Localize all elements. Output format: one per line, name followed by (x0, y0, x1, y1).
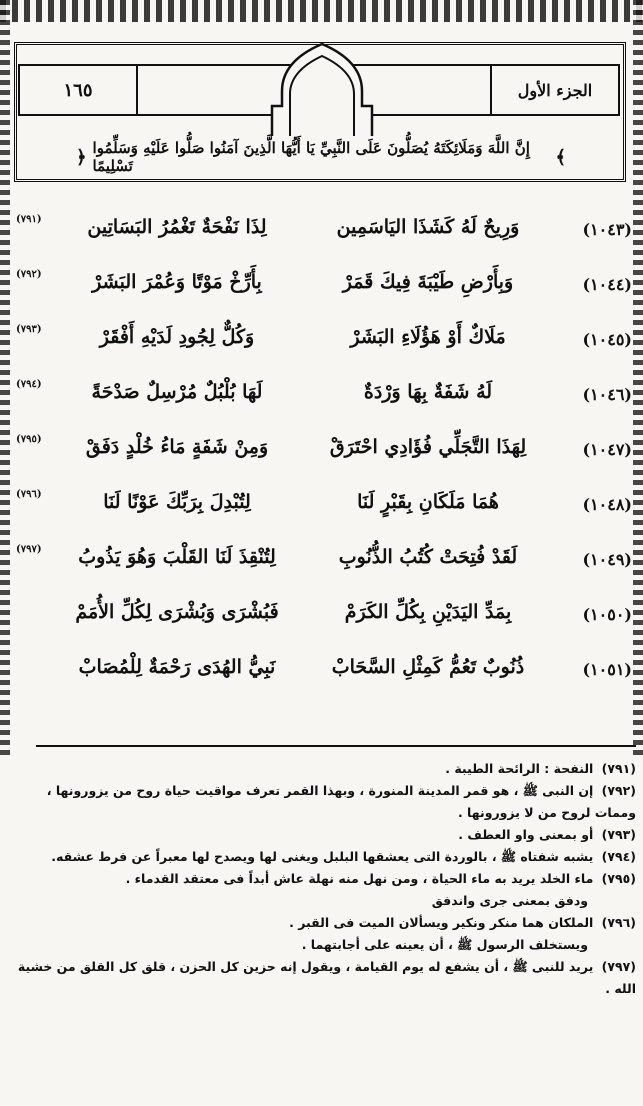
footnote (4, 868, 636, 912)
footnote-text: إن النبى ﷺ ، هو قمر المدينة المنورة ، وبهذا القمر تعرف مواقيت حياة روح من يزورونها ، وممات لروح من لا يزورونها . (46, 783, 636, 820)
footnote (4, 846, 636, 868)
footnotes (4, 758, 636, 1000)
first-hemistich: لَهُ شَفَةٌ بِهَا وَرْدَةٌ (363, 381, 493, 403)
right-ornament-border (633, 0, 643, 760)
second-hemistich: لِذَا نَفْحَةٌ تَغْمُرُ البَسَاتِين (87, 216, 267, 238)
left-ornament-border (0, 0, 10, 760)
poem-block (12, 210, 632, 705)
poem-line (12, 595, 632, 650)
second-hemistich: بِأَرِّخْ مَوْتًا وَعُمْرَ البَشَرْ (92, 271, 262, 293)
footnote-ref: (٧٩٥) (16, 434, 42, 445)
footnote-number: (٧٩٦) (601, 915, 636, 930)
footnote-ref: (٧٩١) (16, 214, 42, 225)
footnote (4, 780, 636, 824)
poem-line (12, 485, 632, 540)
footnote-ref: (٧٩٧) (16, 544, 42, 555)
first-hemistich: لِهَذَا التَّجَلِّي فُؤَادِي احْتَرَقْ (329, 436, 527, 458)
first-hemistich: لَقَدْ فُتِحَتْ كُتُبُ الذُّنُوبِ (338, 546, 518, 568)
footnote (4, 956, 636, 1000)
second-hemistich: وَمِنْ شَفَةٍ مَاءُ خُلْدٍ دَفَقْ (85, 436, 269, 458)
first-hemistich: مَلَاكٌ أَوْ هَؤُلَاءِ البَشَرْ (350, 326, 506, 348)
poem-line (12, 265, 632, 320)
second-hemistich: لِتُنْقِذَ لَنَا القَلْبَ وَهُوَ يَذُوبُ (78, 546, 276, 568)
footnote-ref: (٧٩٦) (16, 489, 42, 500)
first-hemistich: وَرِيحٌ لَهُ كَشَذَا اليَاسَمِين (336, 216, 520, 238)
footnote-number: (٧٩٥) (601, 871, 636, 886)
poem-line (12, 540, 632, 595)
first-hemistich: هُمَا مَلَكَانِ بِقَبْرٍ لَنَا (357, 491, 499, 513)
page-number: ١٦٥ (18, 64, 138, 116)
footnote-text: ماء الخلد يريد به ماء الحياة ، ومن نهل منه نهلة عاش أبداً فى معتقد القدماء . (125, 871, 594, 886)
verse-number: (١٠٤٣) (582, 220, 632, 239)
verse-number: (١٠٤٨) (582, 495, 632, 514)
poem-line (12, 210, 632, 265)
verse-number: (١٠٥٠) (582, 605, 632, 624)
first-hemistich: بِمَدِّ اليَدَيْنِ بِكُلِّ الكَرَمْ (344, 601, 512, 623)
footnote-extra: ويستخلف الرسول ﷺ ، أن يعينه على أجابتهما . (301, 937, 588, 952)
footnote-text: النفحة : الرائحة الطيبة . (445, 761, 594, 776)
footnote-number: (٧٩٢) (601, 783, 636, 798)
footnote-text: الملكان هما منكر ونكير ويسألان الميت فى القبر . (289, 915, 594, 930)
verse-number: (١٠٤٤) (582, 275, 632, 294)
footnote-text: يشبه شفتاه ﷺ ، بالوردة التى يعشقها البلبل ويغنى لها ويصدح لها معبراً عن فرط عشقه. (51, 849, 594, 864)
verse-number: (١٠٤٧) (582, 440, 632, 459)
second-hemistich: لَهَا بُلْبُلٌ مُرْسِلٌ صَدْحَةً (91, 381, 263, 403)
footnote-text: أو بمعنى واو العطف . (458, 827, 594, 842)
footnote (4, 758, 636, 780)
footnote (4, 912, 636, 956)
first-hemistich: ذُنُوبٌ تَعُمُّ كَمِثْلِ السَّحَابْ (331, 656, 525, 678)
poem-line (12, 320, 632, 375)
poem-line (12, 430, 632, 485)
footnote (4, 824, 636, 846)
ornate-bracket-icon: ﴿ (76, 146, 87, 168)
verse-number: (١٠٤٦) (582, 385, 632, 404)
footnote-divider (36, 745, 636, 747)
footnote-extra: ودفق بمعنى جرى واندفق (431, 893, 588, 908)
part-label: الجزء الأول (490, 64, 620, 116)
top-ornament-border (0, 0, 643, 22)
poem-line (12, 650, 632, 705)
footnote-number: (٧٩١) (601, 761, 636, 776)
verse-number: (١٠٤٥) (582, 330, 632, 349)
quran-verse-banner (76, 140, 566, 174)
footnote-ref: (٧٩٤) (16, 379, 42, 390)
second-hemistich: فَبُشْرَى وَبُشْرَى لِكُلِّ الأُمَمْ (75, 601, 279, 623)
crescent-dome-icon (262, 36, 382, 136)
footnote-number: (٧٩٧) (601, 959, 636, 974)
poem-line (12, 375, 632, 430)
second-hemistich: لِتُبْدِلَ بِرَبِّكَ عَوْنًا لَنَا (103, 491, 251, 513)
footnote-ref: (٧٩٢) (16, 269, 42, 280)
second-hemistich: وَكُلٌّ لِجُودِ لَدَيْهِ أَفْقَرْ (99, 326, 255, 348)
footnote-ref: (٧٩٣) (16, 324, 42, 335)
ornate-bracket-icon: ﴾ (555, 146, 566, 168)
verse-text: إِنَّ اللَّهَ وَمَلَائِكَتَهُ يُصَلُّونَ عَلَى النَّبِيِّ يَا أَيُّهَا الَّذِينَ آمَنُوا صَلُّوا عَلَيْهِ وَسَلِّمُوا تَسْلِيمًا (92, 139, 530, 175)
footnote-number: (٧٩٣) (601, 827, 636, 842)
first-hemistich: وَبِأَرْضِ طَيْبَةَ فِيكَ قَمَرْ (342, 271, 514, 293)
second-hemistich: نَبِيُّ الهُدَى رَحْمَةٌ لِلْمُصَابْ (78, 656, 276, 678)
verse-number: (١٠٥١) (582, 660, 632, 679)
footnote-text: يريد للنبى ﷺ ، أن يشفع له يوم القيامة ، ويقول إنه حزين كل الحزن ، قلق كل القلق من خشية الله . (17, 959, 636, 996)
verse-number: (١٠٤٩) (582, 550, 632, 569)
footnote-number: (٧٩٤) (601, 849, 636, 864)
